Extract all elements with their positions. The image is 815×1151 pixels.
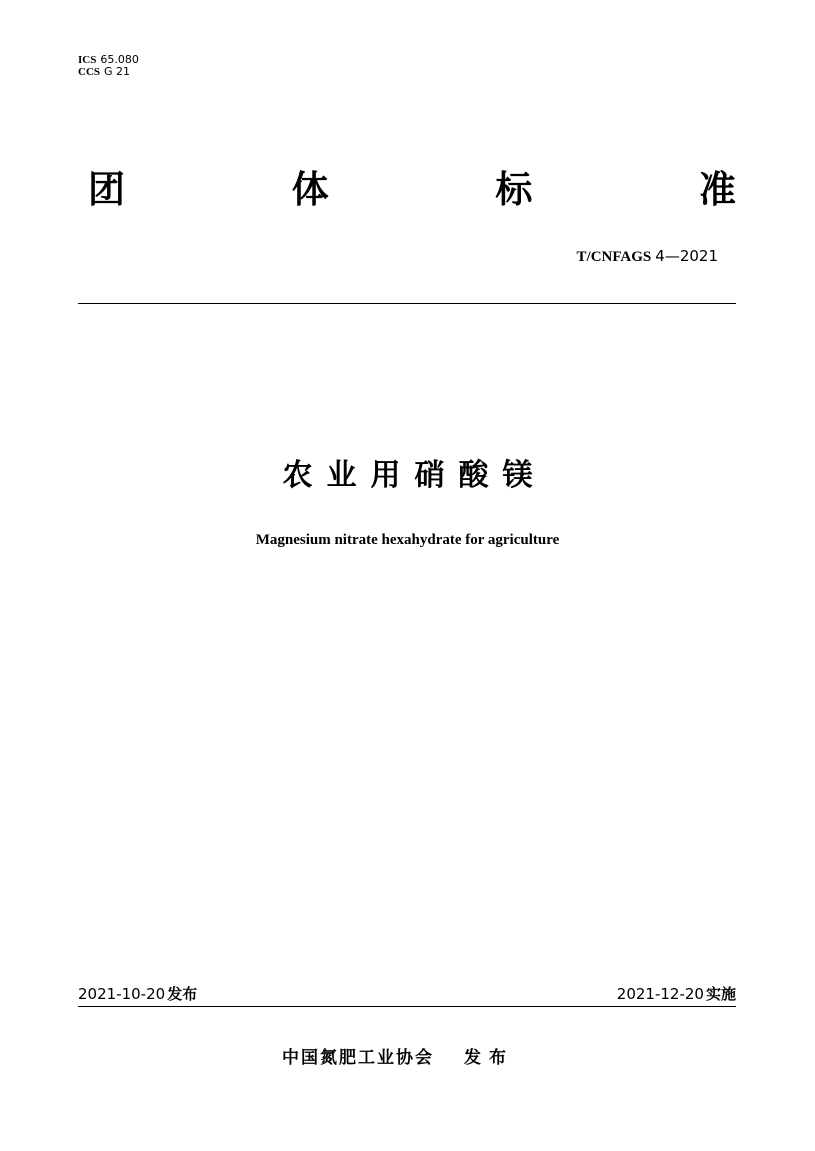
- issue-date-label: 发布: [167, 985, 198, 1003]
- standard-type-char: 团: [88, 168, 125, 211]
- ccs-classification: [78, 66, 130, 78]
- publisher-organization: 中国氮肥工业协会: [282, 1048, 434, 1068]
- standard-type-char: 准: [698, 168, 736, 211]
- ics-value: 65.080: [100, 53, 139, 66]
- ics-label: ICS: [78, 54, 97, 66]
- footer-divider: [78, 1006, 736, 1007]
- title-chinese: 农业用硝酸镁: [282, 458, 547, 493]
- title-english: Magnesium nitrate hexahydrate for agriculture: [255, 532, 560, 548]
- publisher-action: 发布: [464, 1048, 514, 1068]
- standard-code: T/CNFAGS: [576, 249, 652, 265]
- standard-number: [577, 246, 718, 267]
- issue-date: [78, 984, 197, 1004]
- header-divider: [78, 303, 736, 304]
- standard-type-char: 体: [291, 168, 329, 211]
- standard-type-heading: [88, 168, 736, 212]
- issue-date-value: 2021-10-20: [78, 985, 166, 1003]
- standard-year: 4—2021: [655, 247, 718, 265]
- ccs-label: CCS: [78, 66, 101, 78]
- publisher: [282, 1046, 514, 1070]
- implementation-date: [617, 984, 736, 1004]
- ccs-value: G 21: [104, 65, 131, 78]
- implementation-date-label: 实施: [705, 985, 736, 1003]
- implementation-date-value: 2021-12-20: [616, 985, 704, 1003]
- standard-type-char: 标: [495, 168, 533, 211]
